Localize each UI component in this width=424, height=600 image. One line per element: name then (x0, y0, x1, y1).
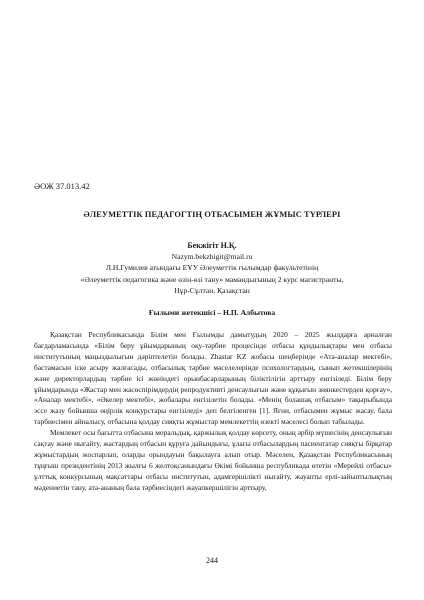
author-affiliation-1: Л.Н.Гумилев атындағы ЕҰУ Әлеуметтік ғылымдар факультетінің (105, 263, 319, 273)
paper-title: ӘЛЕУМЕТТІК ПЕДАГОГТІҢ ОТБАСЫМЕН ЖҰМЫС ТҮРЛЕРІ (83, 210, 341, 219)
paragraph-1: Қазақстан Республикасында Білім мен Ғылымды дамытудың 2020 – 2025 жылдарға арналған бағдарламасында «Білім беру ұйымдарының оқу-тәрбие процесінде отбасы құндылықтары мен отбасы институтының маңыздылығын дәріптелетін болады. Zhastar KZ жобасы шеңберінде «Ата-аналар мектебі», бастамасын іске асыру жалғасады, отбасылық тәрбие мәселелерінде психологтардың, сынып жетекшілерінің және директорлардың тәрбие ісі жөніндегі орынбасарларының біліктілігін арттыру енгізіледі. Білім беру ұйымдарында «Жастар мен жасөспірімдердің репродуктивті денсаулығын және құқығын зиянкестерден қорғау», «Аналар мектебі», «Әкелер мектебі», жобалары енгізілетін болады. «Менің болашақ отбасым» тақырыбында эссе жазу бойынша өңірлік конкурстары енгізіледі» деп белгіленген [1]. Яғни, отбасымен жұмыс жасау, бала тәрбиесімен айналысу, отбасына қолдау сияқты жұмыстар мемлекеттің өзекті мәселесі болып табылады. (34, 330, 392, 427)
author-name: Бекжігіт Н.Қ. (187, 241, 237, 250)
author-email[interactable]: Nazym.bekzhigit@mail.ru (171, 252, 253, 262)
body-text (34, 330, 392, 494)
author-location: Нұр-Сұлтан, Қазақстан (174, 285, 250, 295)
supervisor-line: Ғылыми жетекшісі – Н.П. Албытова (148, 308, 276, 317)
page-number: 244 (206, 556, 218, 565)
udc-code: ӘОЖ 37.013.42 (34, 181, 90, 191)
author-affiliation-2: «Әлеуметтік педагогика және өзін-өзі тану» мамандығының 2 курс магистранты, (80, 274, 344, 284)
paragraph-2: Мемлекет осы бағытта отбасына моральдық, қаржылық қолдау көрсету, оның әрбір мүшесінің денсаулығын сақтау және нығайту, жастардың отбасын құруға дайындығы, ұлағы отбасылардың пасиентатар сияқты бірқатар жұмыстардың жоспарлап, оларды орындауын бақылауға алып отыр. Мәселен, Қазақстан Республикасының тұңғыш президентінің 2013 жылғы 6 желтоқсанындағы Өкімі бойынша республикада өтетін «Мерейлі отбасы» ұлттық конкурсының мақсаттары отбасы институтын, адамгершілікті нығайту, жауапты ерлі-зайыптылықтың мәдениетін тану, ата-ананың бала тәрбиесіндегі жауапкершілігін арттыру, (34, 428, 392, 492)
author-block (0, 240, 424, 296)
